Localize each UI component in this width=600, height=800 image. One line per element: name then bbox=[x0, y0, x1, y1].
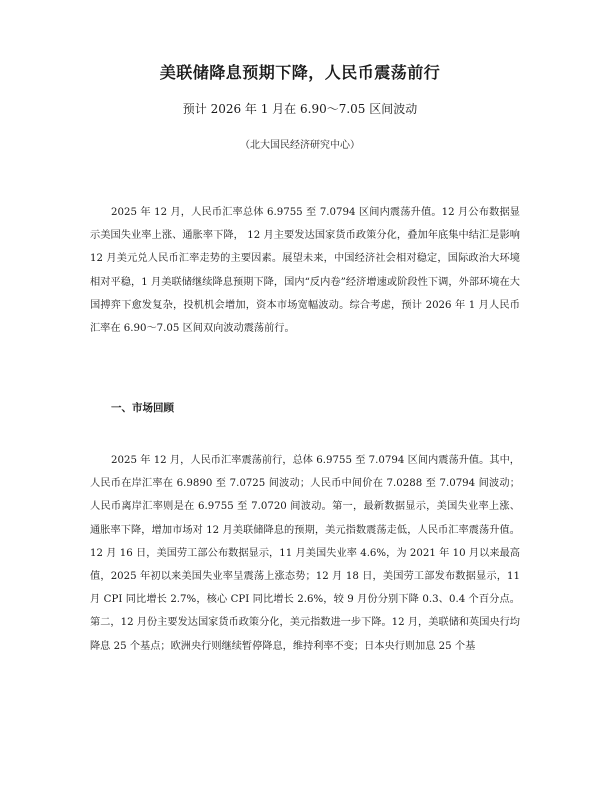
section-heading: 一、市场回顾 bbox=[111, 402, 174, 414]
author-line: （北大国民经济研究中心） bbox=[240, 140, 360, 151]
page-subtitle: 预计 2026 年 1 月在 6.90～7.05 区间波动 bbox=[182, 102, 418, 116]
market-review-paragraph: 2025 年 12 月，人民币汇率震荡前行，总体 6.9755 至 7.0794 区间内震荡升值。其中，人民币在岸汇率在 6.9890 至 7.0725 间波动；人民币中间价在 7.0288 至 7.0794 间波动；人民币离岸汇率则是在 6.9755 至 7.0720 间波动。第一，最新数据显示，美国失业率上涨、通胀率下降，增加市场对 12 月美联储降息的预期，美元指数震荡走低，人民币汇率震荡升值。12 月 16 日，美国劳工部公布数据显示，11 月美国失业率 4.6%，为 2021 年 10 月以来最高值，2025 年初以来美国失业率呈震荡上涨态势；12 月 18 日，美国劳工部发布数据显示，11 月 CPI 同比增长 2.7%，核心 CPI 同比增长 2.6%，较 9 月份分别下降 0.3、0.4 个百分点。第二，12 月份主要发达国家货币政策分化，美元指数进一步下降。12 月，美联储和英国央行均降息 25 个基点；欧洲央行则继续暂停降息，维持利率不变；日本央行则加息 25 个基 bbox=[90, 455, 520, 652]
page-title: 美联储降息预期下降，人民币震荡前行 bbox=[159, 63, 441, 82]
intro-paragraph: 2025 年 12 月，人民币汇率总体 6.9755 至 7.0794 区间内震荡升值。12 月公布数据显示美国失业率上涨、通胀率下降， 12 月主要发达国家货币政策分化，叠加年底集中结汇是影响 12 月美元兑人民币汇率走势的主要因素。展望未来，中国经济社会相对稳定，国际政治大环境相对平稳，1 月美联储继续降息预期下降，国内“反内卷”经济增速或阶段性下调，外部环境在大国搏弈下愈发复杂，投机机会增加，资本市场宽幅波动。综合考虑，预计 2026 年 1 月人民币汇率在 6.90～7.05 区间双向波动震荡前行。 bbox=[90, 207, 520, 335]
